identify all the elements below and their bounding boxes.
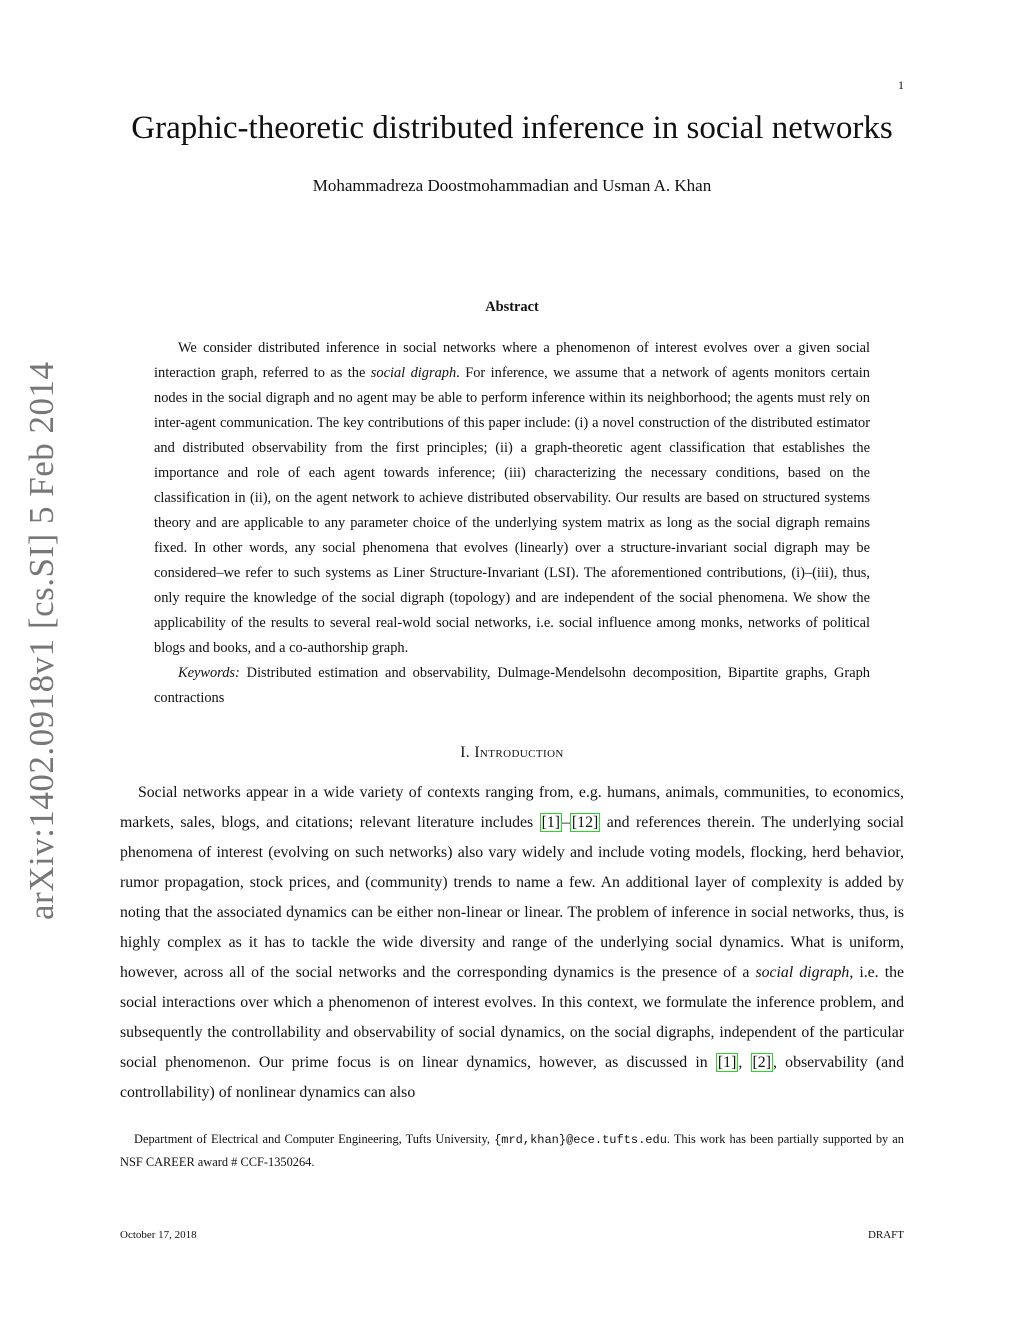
abstract-emphasis: social digraph [370, 365, 457, 381]
citation-link-1b[interactable]: [1] [717, 1054, 737, 1071]
intro-text-2: and references therein. The underlying social phenomena of interest (evolving on such networks) also vary widely and include voting models, flocking, herd behavior, rumor propagation, stock prices, and (community) trends to name a few. An additional layer of complexity is added by noting that the associated dynamics can be either non-linear or linear. The problem of inference in social networks, thus, is highly complex as it has to tackle the wide diversity and range of the underlying social dynamics. What is uniform, however, across all of the social networks and the corresponding dynamics is the presence of a [120, 814, 904, 981]
abstract-text-continued: . For inference, we assume that a network of agents monitors certain nodes in the social digraph and no agent may be able to perform inference within its neighborhood; the agents must rely on inter-agent communication. The key contributions of this paper include: (i) a novel construction of the distributed estimator and distributed observability from the first principles; (ii) a graph-theoretic agent classification that establishes the importance and role of each agent towards inference; (iii) characterizing the necessary conditions, based on the classification in (ii), on the agent network to achieve distributed observability. Our results are based on structured systems theory and are applicable to any parameter choice of the underlying system matrix as long as the social digraph remains fixed. In other words, any social phenomena that evolves (linearly) over a structure-invariant social digraph may be considered–we refer to such systems as Liner Structure-Invariant (LSI). The aforementioned contributions, (i)–(iii), thus, only require the knowledge of the social digraph (topology) and are independent of the social phenomena. We show the applicability of the results to several real-wold social networks, i.e. social influence among monks, networks of political blogs and books, and a co-authorship graph. [154, 365, 870, 656]
footer-draft-label: DRAFT [867, 1229, 904, 1241]
abstract-paragraph [154, 336, 870, 661]
section-title-initial: I [474, 744, 480, 761]
abstract-section [154, 295, 870, 711]
section-numeral: I. [460, 744, 475, 761]
citation-comma: , [738, 1054, 751, 1071]
arxiv-identifier-stamp: arXiv:1402.0918v1 [cs.SI] 5 Feb 2014 [22, 361, 61, 920]
citation-link-1[interactable]: [1] [541, 814, 561, 831]
introduction-paragraph [120, 778, 904, 1108]
intro-text-4: , observability (and controllability) of nonlinear dynamics can also [120, 1054, 904, 1101]
author-email: {mrd,khan}@ece.tufts.edu [494, 1133, 667, 1147]
affiliation-footnote [120, 1128, 904, 1173]
keywords [154, 661, 870, 711]
footnote-text-2: . This work has been partially supported by an NSF CAREER award # CCF-1350264. [120, 1132, 904, 1169]
author-list: Mohammadreza Doostmohammadian and Usman A. Khan [312, 176, 712, 195]
citation-link-2[interactable]: [2] [752, 1054, 771, 1071]
citation-dash: – [562, 814, 570, 831]
footer-date: October 17, 2018 [120, 1229, 197, 1241]
keywords-label: Keywords: [178, 665, 240, 681]
abstract-text: We consider distributed inference in social networks where a phenomenon of interest evolves over a given social interaction graph, referred to as the [154, 340, 870, 381]
section-title-rest: ntroduction [479, 744, 564, 761]
section-heading-introduction [0, 744, 1024, 762]
abstract-heading: Abstract [485, 299, 539, 315]
intro-emphasis: social digraph [755, 964, 850, 981]
intro-text-1: Social networks appear in a wide variety of contexts ranging from, e.g. humans, animals, communities, to economics, markets, sales, blogs, and citations; relevant literature includes [120, 784, 904, 831]
page-number: 1 [898, 78, 904, 92]
footnote-text-1: Department of Electrical and Computer Engineering, Tufts University, [134, 1132, 495, 1146]
citation-link-12[interactable]: [12] [571, 814, 599, 831]
paper-title: Graphic-theoretic distributed inference in social networks [131, 110, 893, 146]
keywords-text: Distributed estimation and observability, Dulmage-Mendelsohn decomposition, Bipartite graphs, Graph contractions [154, 665, 870, 706]
intro-text-3: , i.e. the social interactions over which a phenomenon of interest evolves. In this context, we formulate the inference problem, and subsequently the controllability and observability of social dynamics, on the social digraphs, independent of the particular social phenomenon. Our prime focus is on linear dynamics, however, as discussed in [120, 964, 904, 1071]
